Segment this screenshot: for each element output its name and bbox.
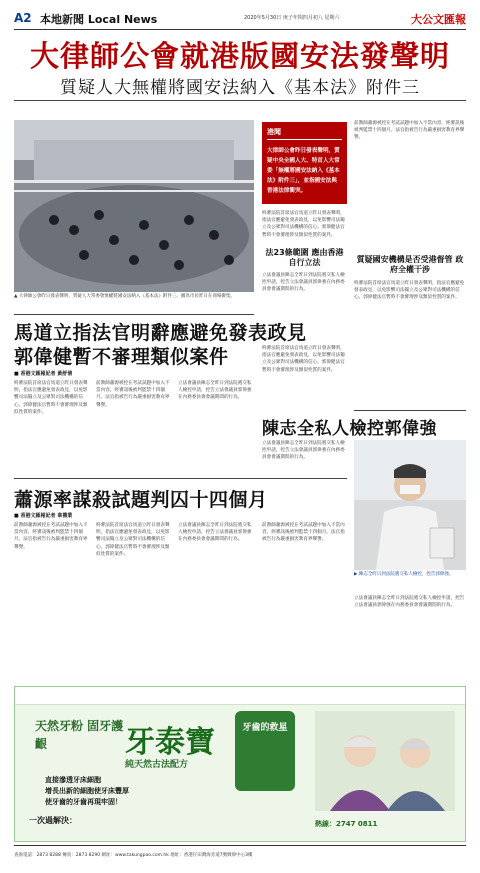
story3-body-col4: 前教師蕭源被控在考試試題中加入不當內容，經審訊後被判監禁十四個月。法官指被告行為嚴重損害教育界聲譽。 — [262, 523, 345, 543]
ad-solution: 一次過解決： — [29, 816, 77, 825]
advertisement — [14, 686, 466, 842]
lead-subhead-2: 質疑國安機構是否受港督管 政府全權干涉 — [356, 255, 464, 274]
divider — [14, 314, 254, 315]
section-tag: 港聞 — [267, 127, 342, 140]
story4-photo-caption: ▶ 陳志全昨日到法院遞交私人檢控，控告郭偉強。 — [354, 572, 454, 577]
story3-body-col2: 終審法院首席法官馬道立昨日發表聲明，指法官應避免發表政見，以免影響司法獨立及公眾對司法機構的信心。郭偉健法官暫時不會審理涉及類似性質的案件。 — [96, 523, 170, 557]
story4-body-col1: 立法會議員陳志全昨日到法院遞交私人檢控申請，控告立法會議員郭偉強在內務委員會會議期間的行為。 — [262, 441, 345, 461]
lead-body-col3a: 前教師蕭源被控在考試試題中加入不當內容，經審訊後被判監禁十四個月。法官指被告行為嚴重損害教育界聲譽。 — [354, 121, 465, 141]
ad-product-box — [235, 711, 295, 791]
ad-product: 牙泰寶 — [125, 725, 215, 760]
ad-bullet: 直接滲透牙床細胞 — [45, 776, 101, 784]
lead-photo-caption: ▲ 大律師公會昨日發表聲明，質疑人大常委會無權將國安法納入《基本法》附件三。圖為市民昨日在商場聚集。 — [14, 294, 235, 299]
ad-tagline: 純天然古法配方 — [125, 760, 189, 770]
section-title: 本地新聞 Local News — [40, 13, 158, 26]
story3-byline: ■ 香港文匯報記者 韋禮業 — [14, 513, 73, 519]
lead-summary-box — [262, 122, 347, 204]
story2-body-col4: 終審法院首席法官馬道立昨日發表聲明，指法官應避免發表政見，以免影響司法獨立及公眾對司法機構的信心。郭偉健法官暫時不會審理涉及類似性質的案件。 — [262, 346, 345, 373]
lead-headline: 大律師公會就港版國安法發聲明 — [29, 39, 450, 73]
story2-body-col2: 前教師蕭源被控在考試試題中加入不當內容，經審訊後被判監禁十四個月。法官指被告行為嚴重損害教育界聲譽。 — [96, 381, 170, 408]
story3-body-col3: 立法會議員陳志全昨日到法院遞交私人檢控申請，控告立法會議員郭偉強在內務委員會會議期間的行為。 — [178, 523, 252, 543]
story2-headline-2: 郭偉健暫不審理類似案件 — [14, 346, 229, 368]
lead-body-col2a: 終審法院首席法官馬道立昨日發表聲明，指法官應避免發表政見，以免影響司法獨立及公眾對司法機構的信心。郭偉健法官暫時不會審理涉及類似性質的案件。 — [262, 211, 345, 238]
lead-subhead: 法23條範圍 應由香港自行立法 — [265, 248, 344, 267]
footer-text: 查詢電話：2873 8288 傳真：2873 8290 網址：www.takungpao.com.hk 地址：香港仔田灣海旁道7號興偉中心3樓 — [14, 853, 253, 858]
story2-body-col1: 終審法院首席法官馬道立昨日發表聲明，指法官應避免發表政見，以免影響司法獨立及公眾對司法機構的信心。郭偉健法官暫時不會審理涉及類似性質的案件。 — [14, 381, 88, 415]
ad-brand: 天然牙粉 固牙護齦 — [35, 719, 124, 751]
divider — [14, 100, 466, 101]
story2-headline-1: 馬道立指法官明辭應避免發表政見 — [14, 322, 307, 344]
ad-bullet: 使牙齒的牙齒再現牢固！ — [45, 798, 122, 806]
story3-body-col1: 前教師蕭源被控在考試試題中加入不當內容，經審訊後被判監禁十四個月。法官指被告行為嚴重損害教育界聲譽。 — [14, 523, 88, 550]
ad-bullets — [45, 775, 215, 808]
story2-byline: ■ 香港文匯報記者 黃舒倩 — [14, 371, 73, 377]
story4-headline: 陳志全私人檢控郭偉強 — [262, 419, 437, 439]
story3-headline: 蕭源率謀殺試題判囚十四個月 — [14, 489, 268, 511]
lead-body-col3b: 終審法院首席法官馬道立昨日發表聲明，指法官應避免發表政見，以免影響司法獨立及公眾對司法機構的信心。郭偉健法官暫時不會審理涉及類似性質的案件。 — [354, 281, 465, 301]
story4-body-col2: 立法會議員陳志全昨日到法院遞交私人檢控申請，控告立法會議員郭偉強在內務委員會會議期間的行為。 — [354, 596, 465, 609]
story2-body-col3: 立法會議員陳志全昨日到法院遞交私人檢控申請，控告立法會議員郭偉強在內務委員會會議期間的行為。 — [178, 381, 252, 401]
page-header — [14, 8, 466, 30]
ad-photo — [315, 711, 455, 811]
issue-date: 2020年5月30日 庚子年閏四月初八 星期六 — [244, 15, 340, 21]
ad-top-strip — [15, 687, 466, 705]
ad-bullet: 增長出新的細胞使牙床豐厚 — [45, 787, 129, 795]
divider — [354, 410, 466, 411]
lead-photo — [14, 120, 254, 292]
lead-subheadline: 質疑人大無權將國安法納入《基本法》附件三 — [60, 78, 420, 98]
ad-hotline: 熱線：2747 0811 — [315, 820, 378, 828]
summary-text: 大律師公會昨日發表聲明，質疑中央全國人大、特首人大常委「無權將國安法納入《基本法》附件三」，並指國安法與香港法律衝突。 — [267, 148, 340, 194]
page-number: A2 — [14, 11, 32, 25]
lead-body-col2b: 立法會議員陳志全昨日到法院遞交私人檢控申請，控告立法會議員郭偉強在內務委員會會議期間的行為。 — [262, 273, 345, 293]
ad-badge: 牙齒的救星 — [242, 723, 288, 733]
page-footer — [14, 845, 466, 869]
masthead-logo: 大公文匯報 — [411, 13, 466, 26]
story4-photo — [354, 440, 466, 570]
